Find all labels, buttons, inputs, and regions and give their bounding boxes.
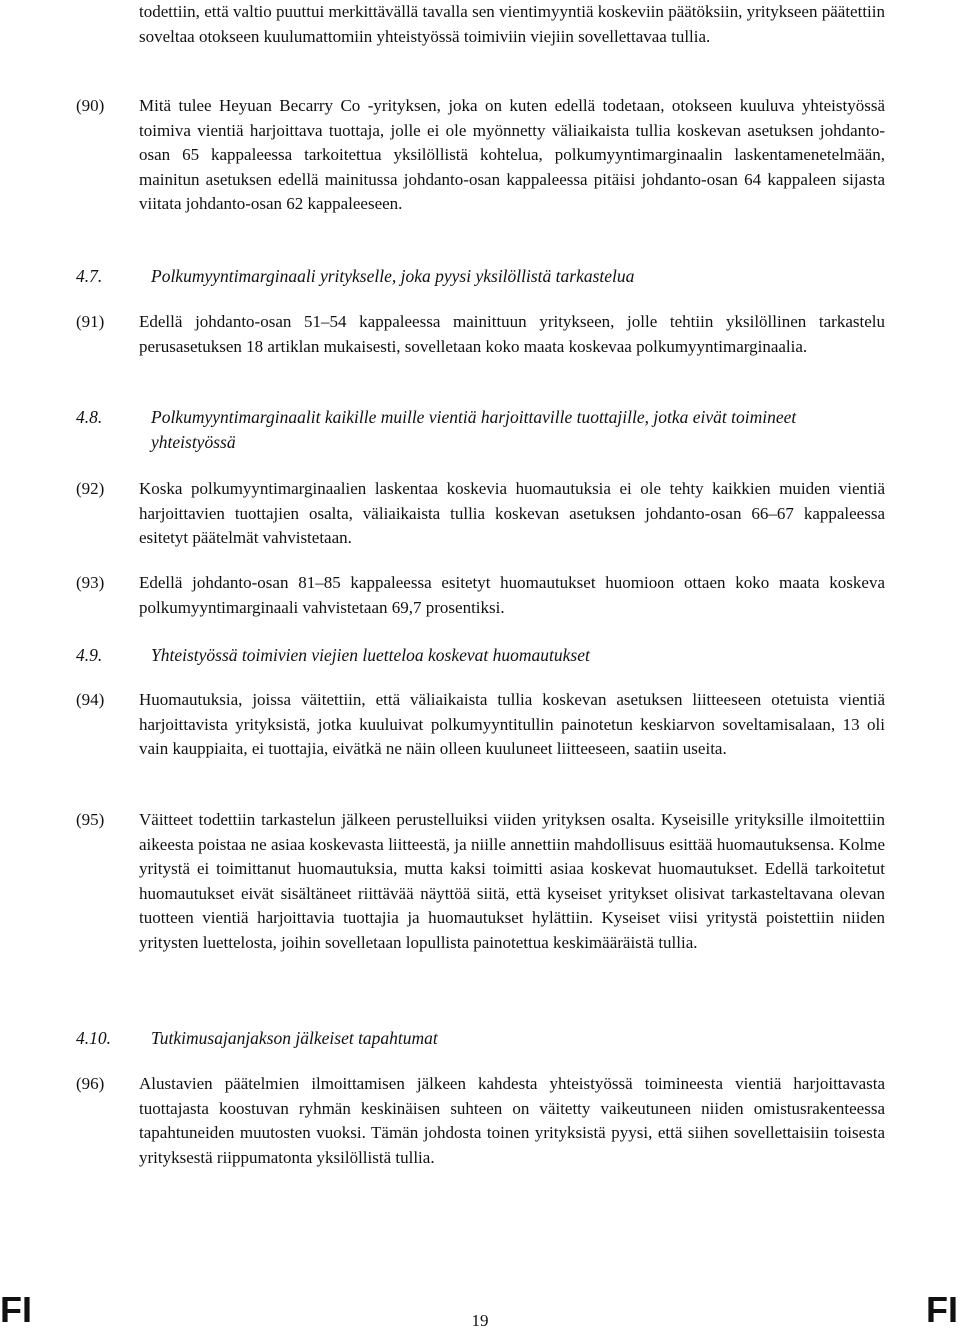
section-number: 4.9. bbox=[76, 645, 103, 665]
section-number: 4.7. bbox=[76, 266, 103, 286]
footer-language-right: FI bbox=[926, 1289, 958, 1330]
paragraph-text: Väitteet todettiin tarkastelun jälkeen perustelluiksi viiden yrityksen osalta. Kyseisille yrityksille ilmoitettiin aikeesta poistaa ne asiaa koskevasta liitteestä, ja niille annettiin mahdollisuus esittää huomautuksensa. Kolme yritystä ei toimittanut huomautuksia, mutta kaksi toimitti asiaa koskevat huomautukset. Edellä tarkoitetut huomautukset eivät sisältäneet riittävää näyttöä siitä, että kyseiset yritykset olisivat tarkasteltavana olevan tuotteen vientiä harjoittavia tuottajia ja huomautukset hylättiin. Kyseiset viisi yritystä poistettiin niiden yritysten luettelosta, joihin sovelletaan lopullista painotettua keskimääräistä tullia. bbox=[139, 810, 885, 952]
section-title: Polkumyyntimarginaali yritykselle, joka pyysi yksilöllistä tarkastelua bbox=[151, 266, 635, 286]
section-title: Tutkimusajanjakson jälkeiset tapahtumat bbox=[151, 1028, 438, 1048]
paragraph-text: Mitä tulee Heyuan Becarry Co -yrityksen, joka on kuten edellä todetaan, otokseen kuuluva yhteistyössä toimiva vientiä harjoittava tuottaja, jolle ei ole myönnetty väliaikaista tullia koskevan asetuksen johdanto-osan 65 kappaleessa tarkoitettua yksilöllistä kohtelua, polkumyyntimarginaalin laskentamenetelmään, mainitun asetuksen edellä mainitussa johdanto-osan kappaleessa pitäisi johdanto-osan 64 kappaleen sijasta viitata johdanto-osan 62 kappaleeseen. bbox=[139, 96, 885, 214]
section-number: 4.10. bbox=[76, 1028, 111, 1048]
paragraph-number: (91) bbox=[76, 312, 105, 331]
paragraph-number: (90) bbox=[76, 96, 105, 115]
footer-page-number: 19 bbox=[471, 1311, 489, 1330]
paragraph-number: (93) bbox=[76, 573, 105, 592]
section-number: 4.8. bbox=[76, 407, 103, 427]
paragraph-number: (94) bbox=[76, 690, 105, 709]
footer-language-left: FI bbox=[0, 1289, 32, 1330]
paragraph-text: Edellä johdanto-osan 81–85 kappaleessa esitetyt huomautukset huomioon ottaen koko maata koskeva polkumyyntimarginaali vahvistetaan 69,7 prosentiksi. bbox=[139, 573, 885, 617]
paragraph-text: Huomautuksia, joissa väitettiin, että väliaikaista tullia koskevan asetuksen liitteeseen otetuista vientiä harjoittavista yrityksistä, jotka kuuluivat polkumyyntitullin painotetun keskiarvon soveltamisalaan, 13 oli vain kauppiaita, ei tuottajia, eivätkä ne näin olleen kuuluneet liitteeseen, saatiin useita. bbox=[139, 690, 885, 759]
paragraph-text: Alustavien päätelmien ilmoittamisen jälkeen kahdesta yhteistyössä toimineesta vientiä harjoittavasta tuottajasta koostuvan ryhmän keskinäisen suhteen on väitetty vaikeutuneen niiden omistusrakenteessa tapahtuneiden muutosten vuoksi. Tämän johdosta toinen yrityksistä pyysi, että siihen sovellettaisiin toisesta yrityksestä riippumatonta yksilöllistä tullia. bbox=[139, 1074, 885, 1167]
paragraph-number: (96) bbox=[76, 1074, 105, 1093]
paragraph-text: Edellä johdanto-osan 51–54 kappaleessa mainittuun yritykseen, jolle tehtiin yksilöllinen tarkastelu perusasetuksen 18 artiklan mukaisesti, sovelletaan koko maata koskevaa polkumyyntimarginaalia. bbox=[139, 312, 885, 356]
paragraph-number: (95) bbox=[76, 810, 105, 829]
section-title: Polkumyyntimarginaalit kaikille muille vientiä harjoittaville tuottajille, jotka eivät toimineet yhteistyössä bbox=[151, 407, 797, 452]
paragraph-text: Koska polkumyyntimarginaalien laskentaa koskevia huomautuksia ei ole tehty kaikkien muiden vientiä harjoittavien tuottajien osalta, väliaikaista tullia koskevan asetuksen johdanto-osan 66–67 kappaleessa esitetyt päätelmät vahvistetaan. bbox=[139, 479, 885, 548]
section-title: Yhteistyössä toimivien viejien luetteloa koskevat huomautukset bbox=[151, 645, 590, 665]
paragraph-text: todettiin, että valtio puuttui merkittävällä tavalla sen vientimyyntiä koskeviin päätöksiin, yritykseen päätettiin soveltaa otokseen kuulumattomiin yhteistyössä toimiviin viejiin sovellettavaa tullia. bbox=[139, 2, 885, 46]
paragraph-number: (92) bbox=[76, 479, 105, 498]
